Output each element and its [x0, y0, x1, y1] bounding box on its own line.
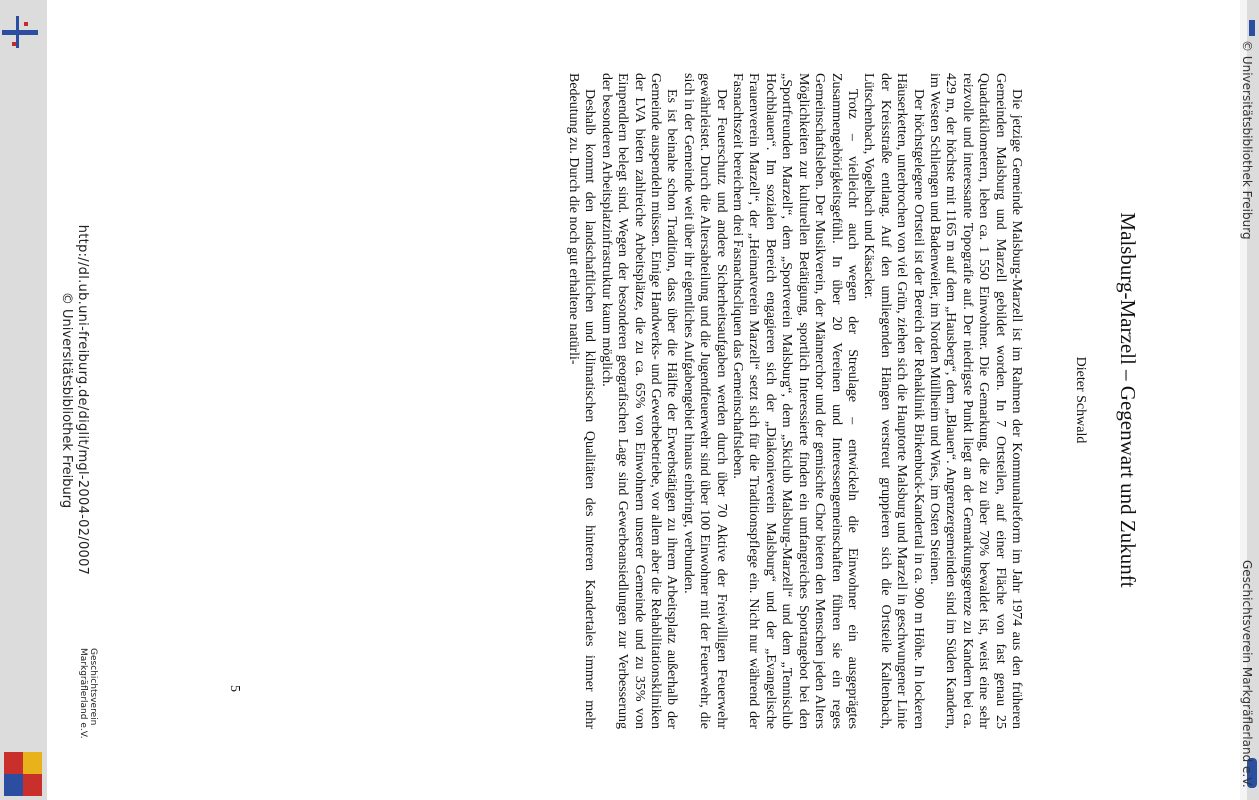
society-name-line: Markgräflerland e.V.: [78, 648, 88, 739]
article-body: [565, 73, 1024, 729]
copyright-notice: © Universitätsbibliothek Freiburg: [59, 291, 74, 509]
paragraph: Der höchstgelegene Ortsteil ist der Bereich der Rehaklinik Birkenbuck-Kandertal in ca. 900 m Höhe. In lockeren Häuserketten, unterbrochen von viel Grün, ziehen sich die Hauptorte Malsburg und Marzell in geschwungener Linie der Kreisstraße entlang. Auf den umliegenden Hängen verstreut gruppieren sich die Ortsteile Kaltenbach, Lütschenbach, Vogelbach und Käsacker.: [861, 73, 926, 729]
cut-header-left: © Universitätsbibliothek Freiburg: [1240, 40, 1254, 240]
page-number: 5: [227, 685, 242, 692]
cut-header-right: Geschichtsverein Markgräflerland e.V.: [1240, 560, 1254, 788]
paragraph: Der Feuerschutz und andere Sicherheitsaufgaben werden durch über 70 Aktive der Freiwilligen Feuerwehr gewährleistet. Durch die Altersabteilung und die Jugendfeuerwehr sind über 100 Einwohner mit der Feuerwehr, die sich in der Gemeinde weit über ihr eigentliches Aufgabengebiet hinaus einbringt, verbunden.: [680, 73, 729, 729]
ub-freiburg-logo-icon: [2, 16, 38, 48]
cut-off-header: [1230, 0, 1254, 800]
paragraph: Deshalb kommt den landschaftlichen und klimatischen Qualitäten des hinteren Kandertales immer mehr Bedeutung zu. Durch die noch gut erhaltene natürli-: [566, 73, 598, 729]
article-author: Dieter Schwald: [1073, 356, 1088, 444]
article-title: Malsburg-Marzell – Gegenwart und Zukunft: [1116, 212, 1140, 588]
society-name-line: Geschichtsverein: [88, 648, 98, 726]
footer: [50, 0, 100, 800]
paragraph: Trotz – vielleicht auch wegen der Streulage – entwickeln die Einwohner ein ausgeprägtes Zusammengehörigkeitsgefühl. In über 20 Vereinen und Interessengemeinschaften führen sie ein reges Gemeinschaftsleben. Der Musikverein, der Männerchor und der gemischte Chor bieten den Menschen jeden Alters Möglichkeiten zur kulturellen Betätigung, sportlich Interessierte finden ein umfangreiches Sportangebot bei den „Sportfreunden Marzell“, dem „Sportverein Malsburg“, dem „Skiclub Malsburg-Marzell“ und dem „Tennisclub Hochblauen“. Im sozialen Bereich engagieren sich der „Diakonieverein Malsburg“ und der „Evangelische Frauenverein Marzell“, der „Heimatverein Marzell“ setzt sich für die Traditionspflege ein. Nicht nur während der Fasnachtszeit bereichern drei Fasnachtscliquen das Gemeinschaftsleben.: [730, 73, 860, 729]
viewer-left-margin: [0, 0, 47, 800]
permalink[interactable]: http://dl.ub.uni-freiburg.de/diglit/mgl-2004-02/0007: [75, 224, 90, 576]
paragraph: Es ist beinahe schon Tradition, dass über die Hälfte der Erwerbstätigen zu ihrem Arbeitsplatz außerhalb der Gemeinde auspendeln müssen. Einige Handwerks- und Gewerbebetriebe, vor allem aber die Rehabilitationskliniken der LVA bieten zahlreiche Arbeitsplätze, die zu ca. 65% von Einwohnern unserer Gemeinde und zu 35% von Einpendlern belegt sind. Wegen der besonderen geografischen Lage sind Gewerbeansiedlungen zur Verbesserung der besonderen Arbeitsplatzinfrastruktur kaum möglich.: [598, 73, 680, 729]
society-name: [78, 648, 98, 739]
paragraph: Die jetzige Gemeinde Malsburg-Marzell ist im Rahmen der Kommunalreform im Jahr 1974 aus den früheren Gemeinden Malsburg und Marzell gebildet worden. In 7 Ortsteilen, auf einer Fläche von fast genau 25 Quadratkilometern, leben ca. 1 550 Einwohner. Die Gemarkung, die zu über 70% bewaldet ist, weist eine sehr reizvolle und interessante Topografie auf. Der niedrigste Punkt liegt an der Gemarkungsgrenze zu Kandern bei ca. 429 m, der höchste mit 1165 m auf dem „Hausberg“, dem „Blauen“. Angrenzergemeinden sind im Süden Kandern, im Westen Schliengen und Badenweiler, im Norden Müllheim und Wies, im Osten Steinen.: [926, 73, 1024, 729]
coat-of-arms-icon: [4, 752, 42, 796]
scanned-page: [50, 0, 1254, 800]
